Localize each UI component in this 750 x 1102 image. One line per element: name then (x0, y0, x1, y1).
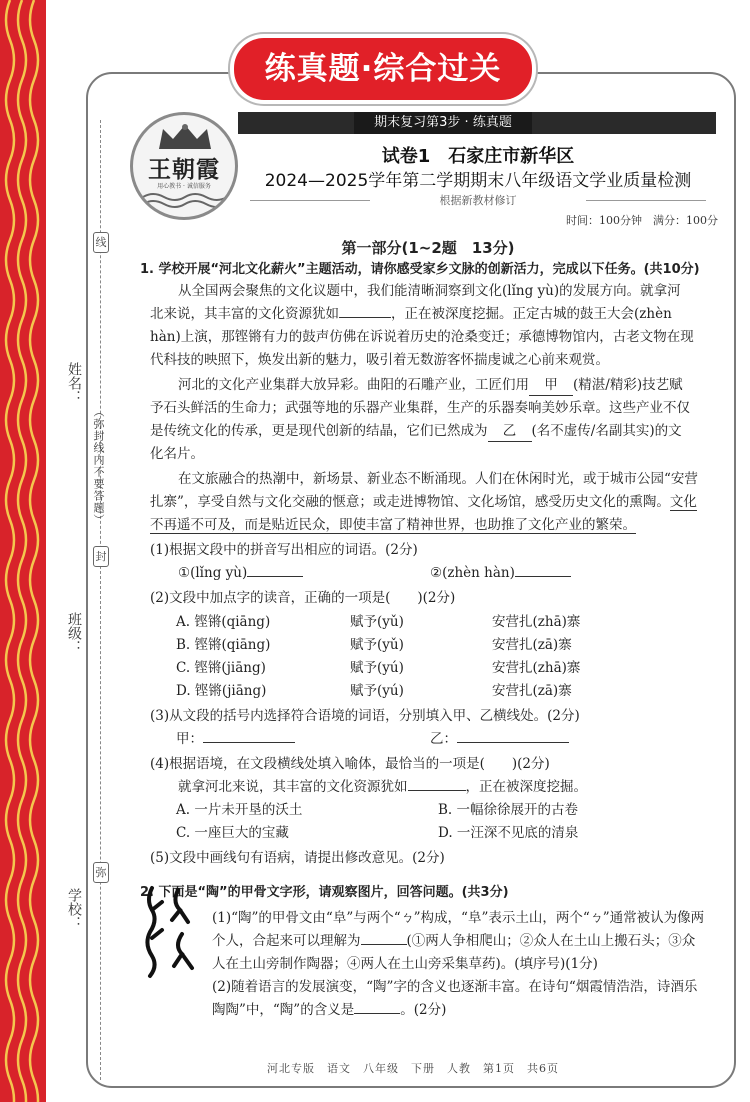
option-2d-1[interactable]: D. 铿锵(jiāng) (176, 683, 267, 699)
option-2b-2: 赋予(yǔ) (350, 637, 404, 653)
q1-p2-line4: 化名片。 (150, 446, 204, 462)
oracle-bone-tao-glyph-icon (142, 880, 202, 980)
q1-sub1-b: ②(zhèn hàn) (430, 563, 571, 583)
person-glyph-icon: ㄅ (589, 910, 604, 926)
q2-s1-line3: 人在土山旁制作陶器；④两人在土山旁采集草药)。(填序号)(1分) (212, 956, 598, 972)
q2-stem: 2. 下面是“陶”的甲骨文字形，请观察图片，回答问题。(共3分) (140, 885, 509, 900)
section-banner: 练真题·综合过关 (234, 38, 532, 100)
part-title: 第一部分(1~2题 13分) (341, 239, 515, 257)
option-2a-3: 安营扎(zhā)寨 (492, 614, 581, 630)
option-2c-1[interactable]: C. 铿锵(jiāng) (176, 660, 266, 676)
name-label: 姓名： (66, 362, 82, 404)
step-bar (238, 112, 716, 134)
option-2a-2: 赋予(yǔ) (350, 614, 404, 630)
q1-sub1: (1)根据文段中的拼音写出相应的词语。(2分) (150, 542, 418, 558)
option-2d-2: 赋予(yú) (350, 683, 404, 699)
binding-mark-mi: 弥 (93, 862, 109, 883)
q2-s2-line1: (2)随着语言的发展演变，“陶”字的含义也逐渐丰富。在诗句“烟霞情浩浩，诗酒乐 (212, 979, 698, 995)
step-label: 期末复习第3步 · 练真题 (354, 112, 532, 134)
answer-line[interactable] (361, 944, 407, 945)
option-2b-1[interactable]: B. 铿锵(qiāng) (176, 637, 271, 653)
q1-p2-line2: 予石头鲜活的生命力；武强等地的乐器产业集群，生产的乐器奏响美妙乐章。这些产业不仅 (150, 400, 690, 416)
page-footer: 河北专版 语文 八年级 下册 人教 第1页 共6页 (267, 1062, 559, 1075)
option-2c-2: 赋予(yú) (350, 660, 404, 676)
option-2b-3: 安营扎(zā)寨 (492, 637, 572, 653)
decorative-side-stripe (0, 0, 46, 1102)
paper-subtitle: 2024—2025学年第二学期期末八年级语文学业质量检测 (264, 171, 692, 191)
q2-s1-line2: 个人，合起来可以理解为 (①两人争相爬山；②众人在土山上搬石头；③众 (212, 933, 696, 949)
logo-name: 王朝霞 (148, 156, 220, 183)
q1-sub3-yi: 乙： (430, 729, 569, 749)
answer-line[interactable] (203, 742, 295, 743)
q2-s1-line1: (1)“陶”的甲骨文由“阜”与两个“ㄅ”构成，“阜”表示土山，两个“ㄅ”通常被认为像两 (212, 910, 705, 926)
q1-sub4-sentence: 就拿河北来说，其丰富的文化资源犹如 ，正在被深度挖掘。 (178, 779, 587, 795)
binding-mark-seal: 封 (93, 546, 109, 567)
q1-sub2: (2)文段中加点字的读音，正确的一项是( )(2分) (150, 590, 456, 606)
option-2c-3: 安营扎(zhā)寨 (492, 660, 581, 676)
q1-sub1-a: ①(lǐng yù) (178, 563, 303, 583)
answer-line[interactable] (247, 576, 303, 577)
q1-p1-line1: 从全国两会聚焦的文化议题中，我们能清晰洞察到文化(lǐng yù)的发展方向。就拿河 (178, 283, 681, 299)
q1-sub5: (5)文段中画线句有语病，请提出修改意见。(2分) (150, 850, 445, 866)
wave-icon (143, 191, 227, 209)
option-4c[interactable]: C. 一座巨大的宝藏 (176, 825, 289, 841)
q1-p3-line1: 在文旅融合的热潮中，新场景、新业态不断涌现。人们在休闲时光，或于城市公园“安营 (178, 471, 698, 487)
option-2a-1[interactable]: A. 铿锵(qiāng) (176, 614, 271, 630)
school-label: 学校： (66, 888, 82, 930)
blank-yi: 乙 (488, 421, 532, 442)
binding-mark-line: 线 (93, 232, 109, 253)
option-2d-3: 安营扎(zā)寨 (492, 683, 572, 699)
answer-line[interactable] (354, 1013, 400, 1014)
q1-p3-line2: 扎寨”，享受自然与文化交融的惬意；或走进博物馆、文化场馆，感受历史文化的熏陶。文化 (150, 494, 697, 510)
time-info: 时间：100分钟 满分：100分 (566, 214, 718, 227)
option-4a[interactable]: A. 一片未开垦的沃土 (176, 802, 303, 818)
revision-note: 根据新教材修订 (240, 192, 716, 208)
q1-p1-line2: 北来说，其丰富的文化资源犹如 ，正在被深度挖掘。正定古城的鼓王大会(zhèn (150, 306, 672, 322)
crown-icon (155, 123, 215, 151)
answer-line[interactable] (457, 742, 569, 743)
class-label: 班级： (66, 612, 82, 654)
blank-jia: 甲 (529, 375, 573, 396)
q1-stem: 1. 学校开展“河北文化薪火”主题活动，请你感受家乡文脉的创新活力，完成以下任务。(共10分) (140, 262, 700, 277)
underlined-sentence-start: 文化 (669, 494, 697, 510)
logo-tagline: 用心教书 · 诚信服务 (157, 183, 211, 190)
paper-title: 试卷1 石家庄市新华区 (381, 146, 575, 167)
option-4b[interactable]: B. 一幅徐徐展开的古卷 (438, 802, 579, 818)
underlined-sentence-end: 不再遥不可及，而是贴近民众，即使丰富了精神世界，也助推了文化产业的繁荣。 (150, 517, 636, 533)
q1-sub3-jia: 甲： (176, 729, 295, 749)
option-4d[interactable]: D. 一汪深不见底的清泉 (438, 825, 579, 841)
binding-note: （弥封线内不要答题） (92, 406, 105, 526)
binding-dashed-line (100, 120, 101, 1080)
answer-line[interactable] (515, 576, 571, 577)
q1-sub4: (4)根据语境，在文段横线处填入喻体，最恰当的一项是( )(2分) (150, 756, 550, 772)
q2-s2-line2: 陶陶”中，“陶”的含义是 。(2分) (212, 1002, 447, 1018)
q1-p3-line3 (150, 515, 636, 535)
q1-sub3: (3)从文段的括号内选择符合语境的词语，分别填入甲、乙横线处。(2分) (150, 708, 580, 724)
publisher-logo (130, 112, 238, 220)
person-glyph-icon: ㄅ (400, 910, 415, 926)
q1-p1-line3: hàn)上演，那铿锵有力的鼓声仿佛在诉说着历史的沧桑变迁；承德博物馆内，古老文物在现 (150, 329, 694, 345)
q1-p1-line4: 代科技的映照下，焕发出新的魅力，吸引着无数游客怀揣虔诚之心前来观赏。 (150, 352, 609, 368)
q1-p2-line1: 河北的文化产业集群大放异彩。曲阳的石雕产业，工匠们用 甲 (精湛/精彩)技艺赋 (178, 375, 683, 396)
q1-p2-line3: 是传统文化的传承，更是现代创新的结晶，它们已然成为 乙 (名不虚传/名副其实)的文 (150, 421, 682, 442)
